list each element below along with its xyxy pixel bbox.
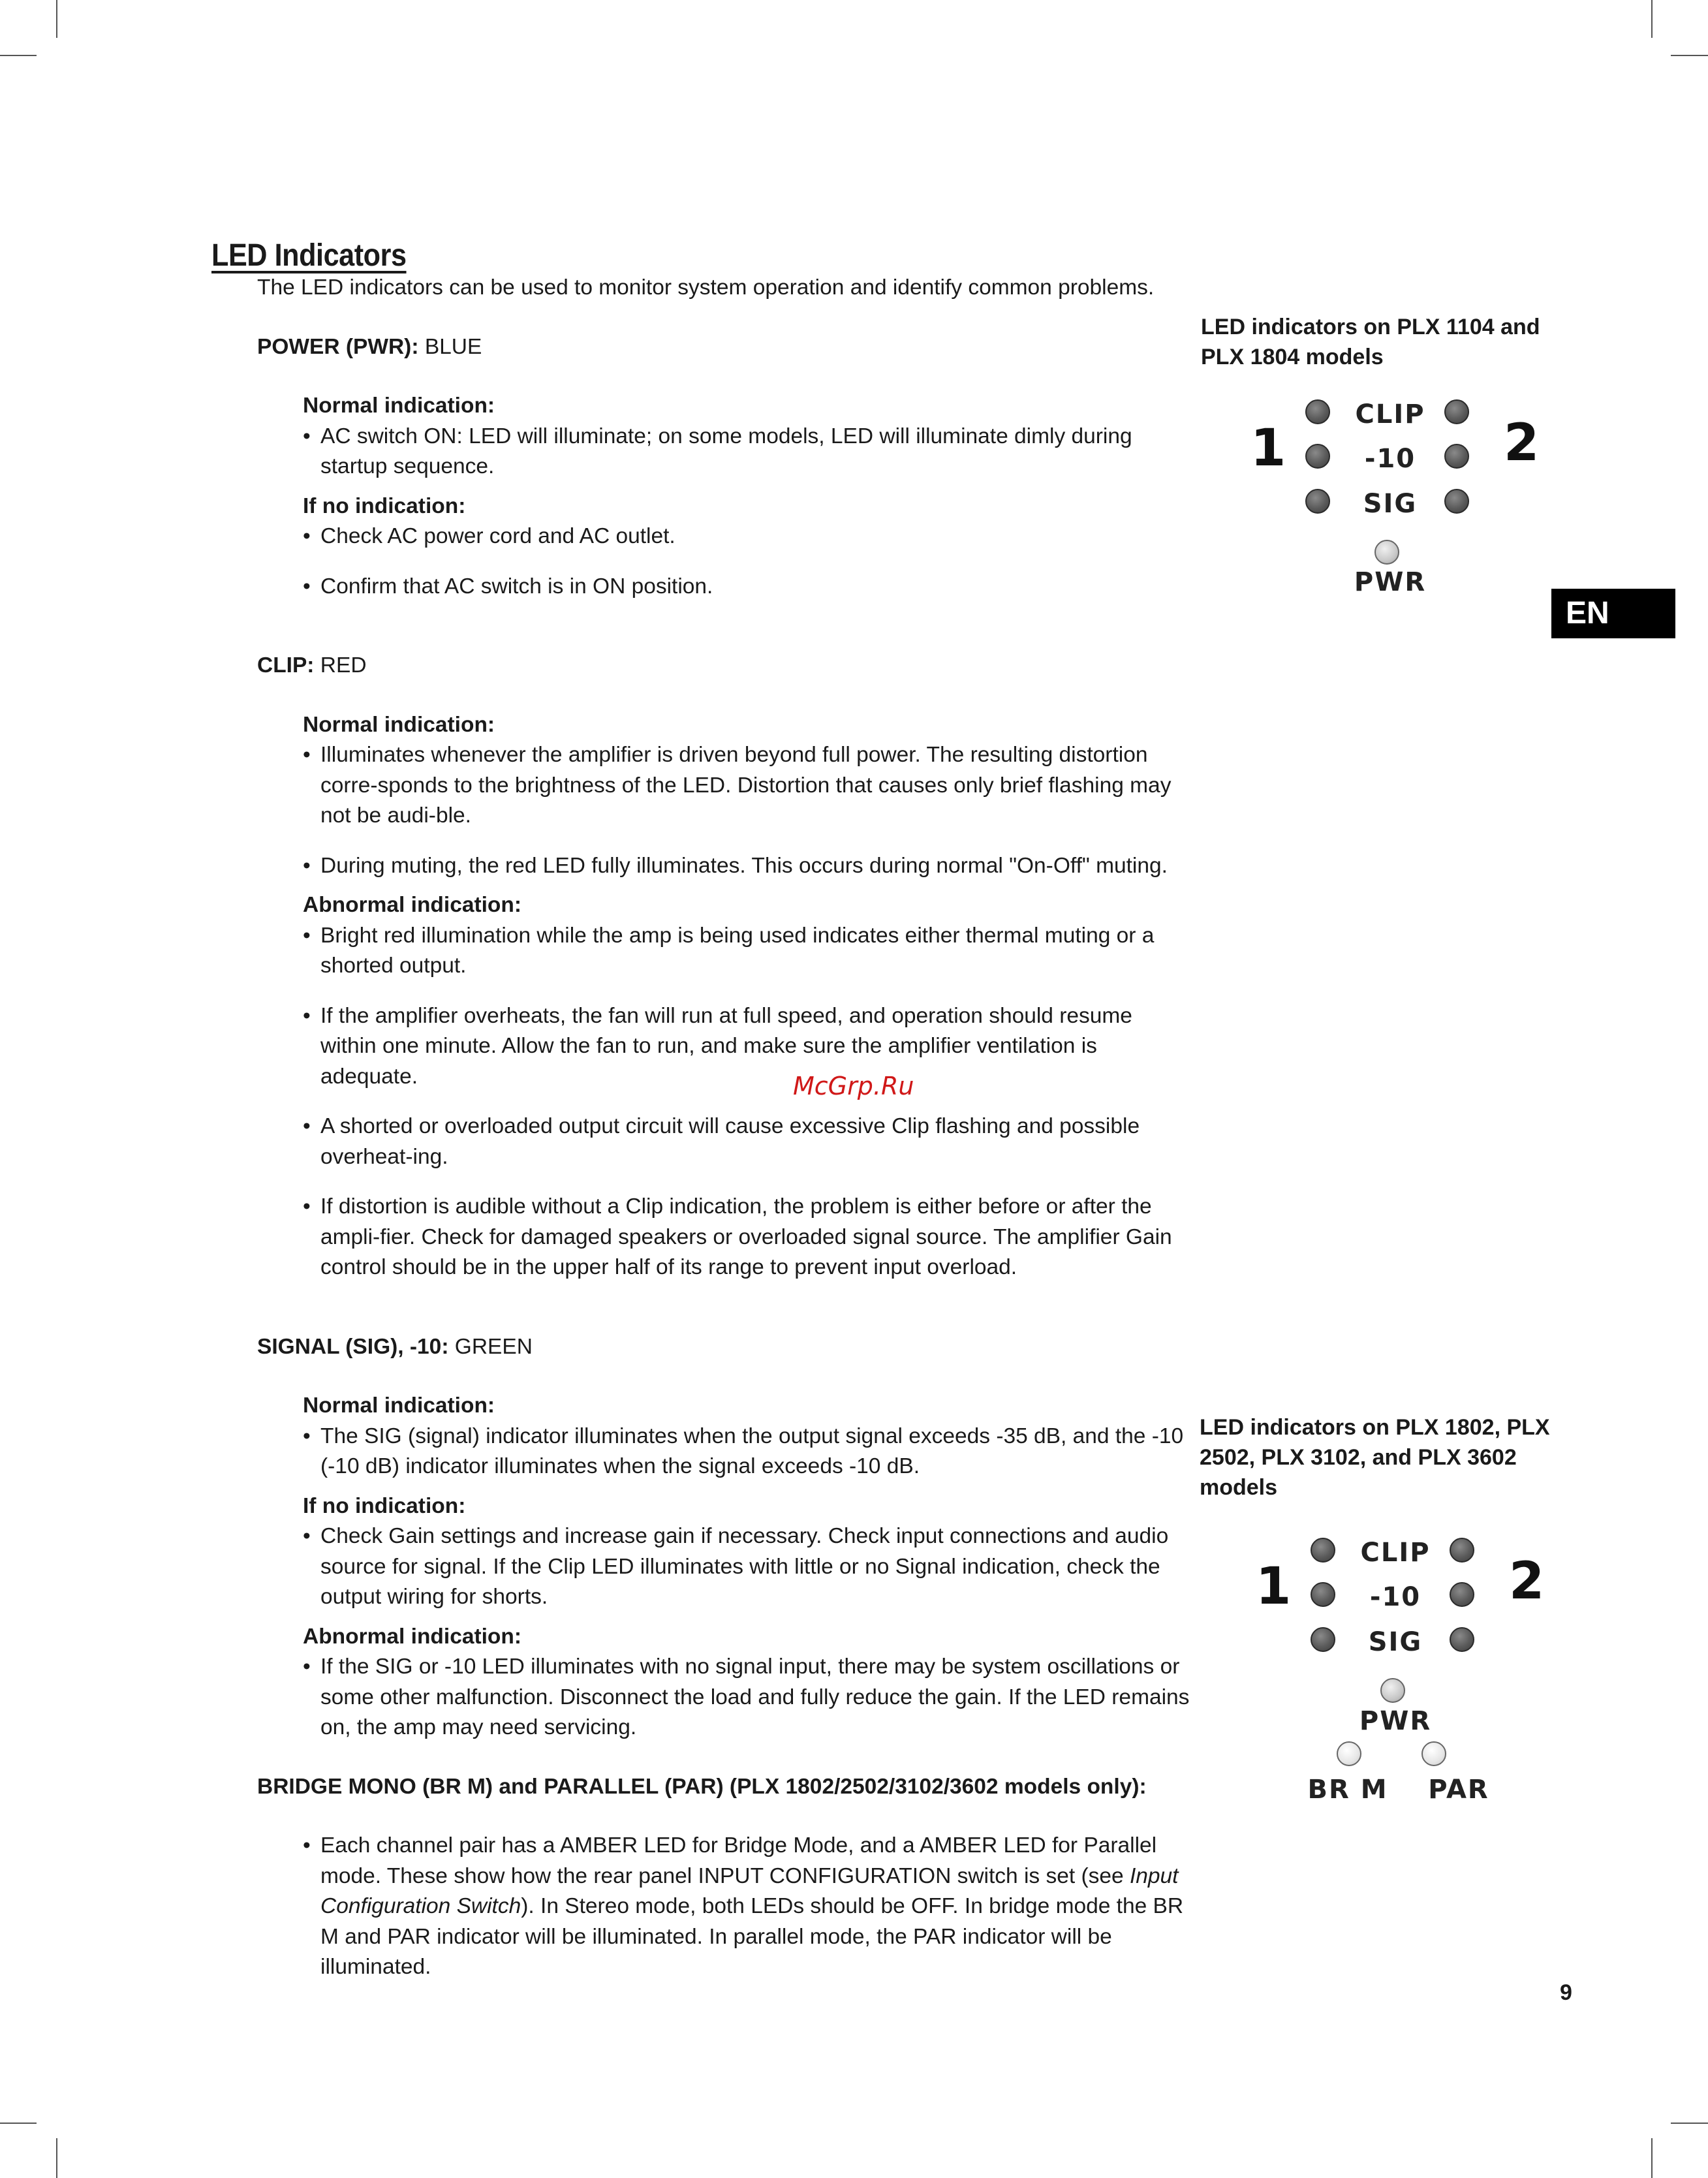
power-label: POWER (PWR): — [257, 334, 419, 359]
bullet-icon: • — [303, 923, 311, 948]
signal-section — [303, 1391, 1190, 1743]
bullet-item — [303, 1001, 1190, 1093]
signal-abnormal-heading: Abnormal indication: — [303, 1624, 521, 1649]
bullet-icon: • — [303, 853, 311, 878]
bullet-icon: • — [303, 524, 311, 548]
minus10-led-ch2 — [1444, 444, 1469, 469]
bullet-item — [303, 1521, 1190, 1613]
signal-label: SIGNAL (SIG), -10: — [257, 1334, 449, 1359]
clip-led-ch1 — [1305, 399, 1330, 424]
bullet-icon: • — [303, 743, 311, 767]
signal-normal-heading: Normal indication: — [303, 1393, 495, 1418]
bullet-item — [303, 1192, 1190, 1283]
figure1-led-panel — [1240, 392, 1540, 607]
bridge-label: BRIDGE MONO (BR M) and PARALLEL (PAR) (PLX 1802/2502/3102/3602 models only): — [257, 1774, 1147, 1799]
bullet-item — [303, 1652, 1190, 1743]
minus10-led-ch1 — [1311, 1582, 1335, 1607]
bullet-text: A shorted or overloaded output circuit will cause excessive Clip flashing and possible overheat-ing. — [320, 1114, 1140, 1169]
bullet-item — [303, 1831, 1190, 1983]
bullet-text: Confirm that AC switch is in ON position. — [320, 574, 713, 599]
sig-label: SIG — [1363, 489, 1418, 519]
brm-label: BR M — [1307, 1775, 1388, 1805]
channel-1-label: 1 — [1250, 419, 1286, 478]
crop-mark — [1671, 55, 1708, 56]
bullet-icon: • — [303, 1194, 311, 1219]
sig-led-ch1 — [1305, 489, 1330, 514]
bullet-text: If the amplifier overheats, the fan will run at full speed, and operation should resume within one minute. Allow the fan to run, and make sure the amplifier ventilation is adequate. — [320, 1003, 1132, 1089]
bullet-icon: • — [303, 1423, 311, 1448]
language-tab: EN — [1551, 589, 1675, 638]
crop-mark — [1651, 2138, 1653, 2178]
clip-color: RED — [320, 653, 367, 677]
crop-mark — [56, 0, 57, 38]
crop-mark — [1651, 0, 1653, 38]
clip-abnormal-heading: Abnormal indication: — [303, 893, 521, 917]
page-number: 9 — [1560, 1980, 1572, 2005]
par-label: PAR — [1428, 1775, 1489, 1805]
bullet-item — [303, 1112, 1190, 1172]
sig-led-ch2 — [1450, 1627, 1474, 1652]
figure2-led-panel — [1247, 1530, 1547, 1811]
pwr-label: PWR — [1359, 1706, 1432, 1736]
minus10-label: -10 — [1369, 1582, 1421, 1612]
channel-2-label: 2 — [1509, 1552, 1545, 1611]
bridge-section — [303, 1831, 1190, 1983]
par-led — [1421, 1741, 1446, 1766]
pwr-led — [1374, 540, 1399, 565]
bullet-icon: • — [303, 1524, 311, 1548]
bullet-text: Check AC power cord and AC outlet. — [320, 524, 675, 548]
channel-1-label: 1 — [1256, 1557, 1292, 1616]
bullet-text: The SIG (signal) indicator illuminates when the output signal exceeds -35 dB, and the -10 (-10 dB) indicator illuminates when the signal exceeds -10 dB. — [320, 1423, 1184, 1478]
crop-mark — [0, 55, 37, 56]
bullet-item — [303, 422, 1190, 482]
clip-heading — [257, 651, 1190, 681]
power-none-heading: If no indication: — [303, 493, 466, 518]
crop-mark — [56, 2138, 57, 2178]
bullet-icon: • — [303, 1003, 311, 1028]
bullet-item — [303, 921, 1190, 982]
power-color: BLUE — [424, 334, 482, 359]
clip-label: CLIP: — [257, 653, 315, 677]
bullet-item — [303, 572, 1190, 602]
bullet-text: AC switch ON: LED will illuminate; on some models, LED will illuminate dimly during startup sequence. — [320, 424, 1132, 478]
clip-label: CLIP — [1360, 1538, 1431, 1568]
bullet-text: Illuminates whenever the amplifier is driven beyond full power. The resulting distortion corre-sponds to the brightness of the LED. Distortion that causes only brief flashing may not be audi-ble. — [320, 743, 1172, 828]
clip-normal-heading: Normal indication: — [303, 712, 495, 737]
watermark: McGrp.Ru — [793, 1072, 914, 1100]
figure2-caption: LED indicators on PLX 1802, PLX 2502, PLX 3102, and PLX 3602 models — [1200, 1415, 1550, 1500]
bullet-icon: • — [303, 424, 311, 448]
sig-led-ch2 — [1444, 489, 1469, 514]
bullet-text-post: ). In Stereo mode, both LEDs should be OFF. In bridge mode the BR M and PAR indicator will be illuminated. In parallel mode, the PAR indicator will be illuminated. — [320, 1894, 1184, 1979]
brm-led — [1337, 1741, 1361, 1766]
bullet-text: If the SIG or -10 LED illuminates with no signal input, there may be system oscillations or some other malfunction. Disconnect the load and fully reduce the gain. If the LED remains on, the amp may need servicing. — [320, 1655, 1190, 1739]
bullet-item — [303, 851, 1190, 882]
minus10-label: -10 — [1364, 444, 1416, 474]
bullet-icon: • — [303, 574, 311, 599]
clip-led-ch1 — [1311, 1538, 1335, 1563]
clip-led-ch2 — [1450, 1538, 1474, 1563]
bullet-icon: • — [303, 1655, 311, 1679]
bullet-icon: • — [303, 1833, 311, 1858]
bullet-icon: • — [303, 1114, 311, 1138]
bullet-text-italic: Input Configuration Switch — [320, 1863, 1179, 1918]
sig-led-ch1 — [1311, 1627, 1335, 1652]
sig-label: SIG — [1368, 1627, 1423, 1657]
figure1-caption: LED indicators on PLX 1104 and PLX 1804 models — [1201, 315, 1540, 369]
pwr-led — [1380, 1678, 1405, 1703]
minus10-led-ch1 — [1305, 444, 1330, 469]
bullet-text-pre: Each channel pair has a AMBER LED for Bridge Mode, and a AMBER LED for Parallel mode. These show how the rear panel INPUT CONFIGURATION switch is set (see — [320, 1833, 1157, 1888]
minus10-led-ch2 — [1450, 1582, 1474, 1607]
page-title: LED Indicators — [211, 238, 407, 273]
bullet-item — [303, 1422, 1190, 1482]
main-content — [257, 273, 1190, 1983]
bullet-text: Bright red illumination while the amp is being used indicates either thermal muting or a shorted output. — [320, 923, 1155, 978]
signal-heading — [257, 1332, 1190, 1363]
bullet-text: During muting, the red LED fully illuminates. This occurs during normal "On-Off" muting. — [320, 853, 1168, 878]
crop-mark — [1671, 2123, 1708, 2124]
signal-color: GREEN — [454, 1334, 533, 1359]
clip-label: CLIP — [1355, 399, 1425, 429]
signal-none-heading: If no indication: — [303, 1493, 466, 1518]
bullet-text: If distortion is audible without a Clip indication, the problem is either before or after the ampli-fier. Check for damaged speakers or overloaded signal source. The amplifier Gain control should be in the upper half of its range to prevent input overload. — [320, 1194, 1172, 1279]
power-section — [303, 391, 1190, 602]
power-heading — [257, 332, 1190, 363]
bullet-text: Check Gain settings and increase gain if necessary. Check input connections and audio source for signal. If the Clip LED illuminates with little or no Signal indication, check the output wiring for shorts. — [320, 1524, 1169, 1609]
pwr-label: PWR — [1354, 567, 1427, 597]
bridge-heading — [257, 1772, 1190, 1803]
clip-led-ch2 — [1444, 399, 1469, 424]
bullet-item — [303, 521, 1190, 552]
clip-section — [303, 710, 1190, 1283]
intro-text: The LED indicators can be used to monitor system operation and identify common problems. — [257, 275, 1155, 300]
power-normal-heading: Normal indication: — [303, 394, 495, 418]
bullet-item — [303, 740, 1190, 832]
channel-2-label: 2 — [1504, 414, 1540, 473]
crop-mark — [0, 2123, 37, 2124]
